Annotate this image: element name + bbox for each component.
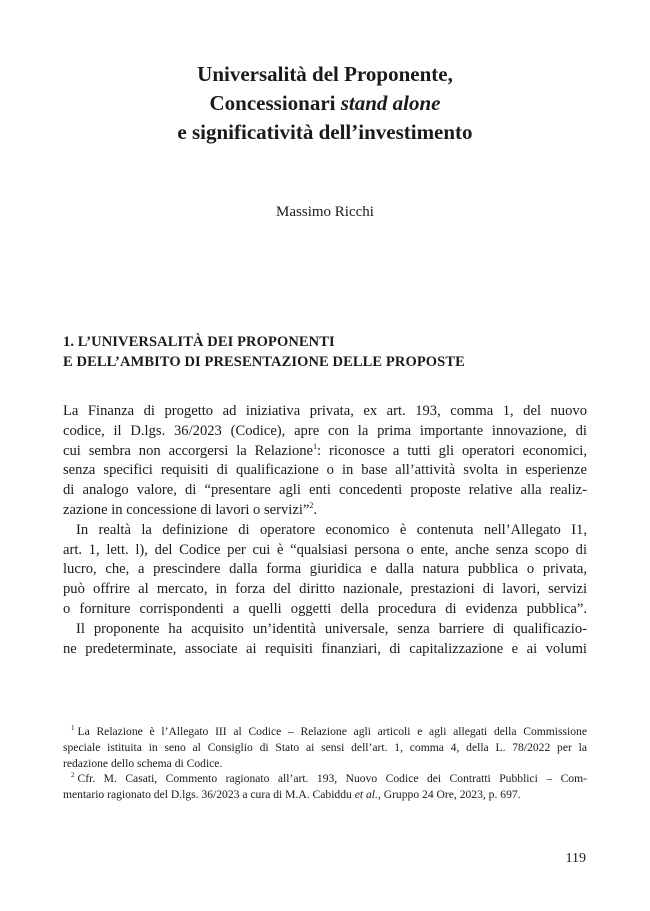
footnote-ref-2[interactable]: 2 — [309, 500, 314, 510]
body-line: ne predeterminate, associate ai requisiti finanziari, di capitalizzazione e ai volumi — [63, 640, 587, 657]
body-line-segment: cui sembra non accorgersi la Relazione — [63, 442, 314, 459]
body-line — [63, 442, 587, 462]
title-line-2 — [60, 89, 590, 118]
body-line — [63, 501, 587, 521]
body-text — [63, 402, 587, 659]
section-heading — [63, 332, 593, 372]
author-name: Massimo Ricchi — [276, 204, 374, 220]
body-line: lucro, che, a prescindere dalla forma giuridica e dalla natura pubblica o privata, — [63, 561, 587, 578]
body-line: Il proponente ha acquisito un’identità universale, senza barriere di qualificazio- — [76, 620, 587, 637]
footnote-1-line: redazione dello schema di Codice. — [63, 756, 223, 770]
footnote-text: La Relazione è l’Allegato III al Codice – Relazione agli articoli e agli allegati della Commissione — [77, 725, 587, 738]
body-line: codice, il D.lgs. 36/2023 (Codice), apre con la prima importante innovazione, di — [63, 422, 587, 439]
title-line-2-prefix: Concessionari — [209, 91, 341, 115]
body-line: può offrire al mercato, in forza del diritto nazionale, prestazioni di lavori, servizi — [63, 581, 587, 598]
body-line-segment: . — [313, 501, 318, 518]
body-line: senza specifici requisiti di qualificazione o in base all’attività svolta in esperienze — [63, 462, 587, 479]
footnote-1-line: speciale istituita in seno al Consiglio di Stato ai sensi dell’art. 1, comma 4, della L. 78/2022 per la — [63, 740, 587, 754]
body-line: di analogo valore, di “presentare agli enti concedenti proposte relative alla realiz- — [63, 482, 587, 499]
body-line-segment: : riconosce a tutti gli operatori economici, — [317, 442, 587, 459]
footnote-ref-1[interactable]: 1 — [313, 441, 318, 451]
footnote-text: Cfr. M. Casati, Commento ragionato all’art. 193, Nuovo Codice dei Contratti Pubblici – Com- — [77, 772, 587, 786]
section-heading-line-1: 1. L’UNIVERSALITÀ DEI PROPONENTI — [63, 334, 335, 350]
footnote-1-number: 1 — [71, 724, 75, 732]
body-line: La Finanza di progetto ad iniziativa privata, ex art. 193, comma 1, del nuovo — [63, 403, 587, 419]
body-line-segment: zazione in concessione di lavori o servizi” — [63, 501, 310, 518]
footnote-2-line — [63, 787, 587, 803]
footnote-2-line — [63, 771, 587, 787]
title-line-1: Universalità del Proponente, — [197, 62, 453, 86]
body-line: In realtà la definizione di operatore economico è contenuta nell’Allegato I1, — [76, 521, 587, 538]
footnote-text: , Gruppo 24 Ore, 2023, p. 697. — [377, 788, 521, 802]
title-line-3: e significatività dell’investimento — [177, 120, 473, 144]
title-line-2-italic: stand alone — [340, 91, 441, 115]
chapter-title — [60, 60, 590, 147]
footnote-2-number: 2 — [71, 771, 75, 780]
footnote-italic: et al. — [354, 788, 378, 802]
body-line: o forniture corrispondenti a quelli oggetti della procedura di evidenza pubblica”. — [63, 600, 587, 617]
footnote-1-line — [63, 724, 587, 740]
footnote-text: mentario ragionato del D.lgs. 36/2023 a cura di M.A. Cabiddu — [63, 788, 355, 802]
body-line: art. 1, lett. l), del Codice per cui è “qualsiasi persona o ente, anche senza scopo di — [63, 541, 587, 558]
section-heading-line-2: E DELL’AMBITO DI PRESENTAZIONE DELLE PROPOSTE — [63, 354, 465, 370]
page-number: 119 — [565, 851, 586, 866]
footnotes — [63, 724, 587, 803]
